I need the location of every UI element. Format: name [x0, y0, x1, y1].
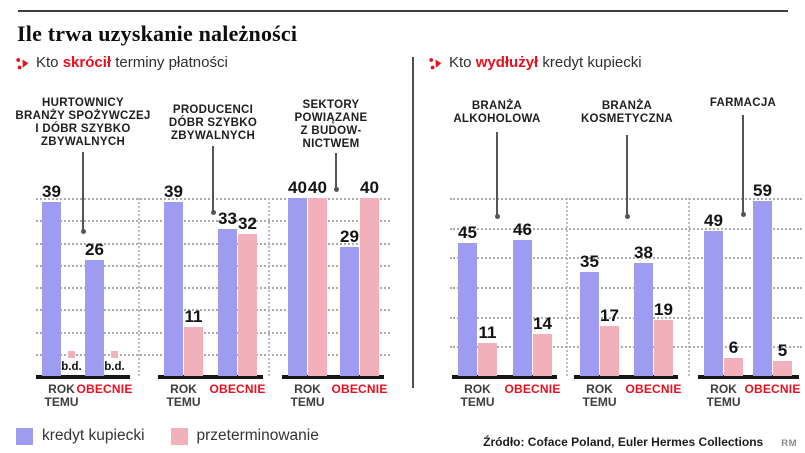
- legend-label: kredyt kupiecki: [42, 427, 145, 444]
- leader-line: [212, 146, 214, 211]
- group-separator: [566, 198, 568, 376]
- bar-kredyt-kupiecki: [458, 243, 477, 377]
- bar-kredyt-kupiecki: [634, 263, 653, 376]
- bar-przeterminowanie: [478, 343, 497, 376]
- category-label-line: BRANŻY SPOŻYWCZEJ: [15, 110, 151, 122]
- value-label: 45: [458, 222, 477, 242]
- subtitle-suffix: terminy płatności: [111, 54, 228, 71]
- category-label-line: ZBYWALNYCH: [40, 136, 126, 148]
- value-label: 38: [634, 243, 653, 263]
- legend-item-przeterminowanie: [171, 427, 319, 445]
- left-panel-subtitle: [16, 54, 228, 71]
- bar-przeterminowanie: [600, 326, 619, 376]
- category-label-line: Z BUDOW-: [300, 125, 362, 137]
- axis-label-line: OBECNIE: [209, 382, 266, 396]
- value-label: 5: [777, 341, 788, 361]
- category-label-line: BRANŻA: [471, 100, 523, 112]
- group-separator: [688, 198, 690, 376]
- value-label: 35: [580, 252, 599, 272]
- list-bullet-icon: [16, 56, 29, 71]
- right-panel-subtitle: [429, 54, 642, 71]
- value-label: 6: [728, 338, 739, 358]
- axis-label-line: ROK: [464, 382, 491, 396]
- value-label: 33: [218, 209, 237, 229]
- axis-label-line: OBECNIE: [504, 382, 561, 396]
- category-label: [251, 99, 411, 151]
- subtitle-highlight: skrócił: [62, 54, 112, 71]
- page-title: Ile trwa uzyskanie należności: [17, 21, 298, 46]
- no-data-marker: [68, 351, 75, 358]
- category-label-line: PRODUCENCI: [172, 104, 254, 116]
- bar-przeterminowanie: [238, 234, 257, 376]
- leader-dot: [741, 212, 746, 217]
- group-separator: [268, 198, 270, 376]
- value-label: 40: [288, 178, 307, 197]
- source-line: [483, 435, 797, 449]
- axis-label-line: ROK: [294, 382, 321, 396]
- axis-label-line: ROK: [586, 382, 613, 396]
- subtitle-prefix: Kto: [36, 54, 63, 71]
- legend: [16, 427, 319, 445]
- gridline: [450, 287, 802, 289]
- leader-dot: [81, 229, 86, 234]
- axis-label-line: TEMU: [460, 394, 495, 409]
- bar-kredyt-kupiecki: [42, 202, 61, 376]
- value-label: 59: [753, 180, 772, 200]
- category-label-line: FARMACJA: [709, 97, 777, 109]
- no-data-label: b.d.: [104, 361, 125, 373]
- category-label-line: ZBYWALNYCH: [170, 130, 256, 142]
- axis-label-line: TEMU: [290, 394, 325, 409]
- leader-line: [82, 152, 84, 230]
- axis-label-line: TEMU: [582, 394, 617, 409]
- value-label: 14: [533, 314, 552, 334]
- legend-swatch-przeterminowanie: [171, 428, 188, 445]
- leader-line: [335, 153, 337, 188]
- legend-item-kredyt-kupiecki: [16, 427, 145, 445]
- bar-kredyt-kupiecki: [340, 247, 359, 376]
- axis-label-line: TEMU: [44, 394, 79, 409]
- value-label: 32: [238, 213, 257, 233]
- category-label-line: DÓBR SZYBKO: [168, 117, 258, 129]
- legend-label: przeterminowanie: [196, 427, 319, 444]
- no-data-label: b.d.: [61, 361, 82, 373]
- category-label-line: SEKTORY: [302, 99, 360, 111]
- bar-przeterminowanie: [724, 358, 743, 376]
- bar-kredyt-kupiecki: [218, 229, 237, 376]
- value-label: 39: [42, 182, 61, 202]
- category-label-line: NICTWEM: [302, 138, 360, 150]
- value-label: 40: [308, 178, 327, 197]
- left-subtitle-text: [36, 54, 228, 71]
- axis-label-line: OBECNIE: [76, 382, 133, 396]
- source-text: Źródło: Coface Poland, Euler Hermes Collections: [483, 435, 764, 449]
- leader-dot: [625, 214, 630, 219]
- axis-label-line: TEMU: [706, 394, 741, 409]
- bar-kredyt-kupiecki: [513, 240, 532, 376]
- gridline: [450, 228, 802, 230]
- subtitle-prefix: Kto: [449, 54, 476, 71]
- value-label: 11: [184, 307, 203, 327]
- value-label: 46: [513, 219, 532, 239]
- bar-przeterminowanie: [654, 320, 673, 376]
- category-label-line: HURTOWNICY: [41, 97, 124, 109]
- category-label-line: BRANŻA: [601, 100, 653, 112]
- value-label: 29: [340, 226, 359, 246]
- category-label-line: POWIĄZANE: [294, 112, 368, 124]
- bar-kredyt-kupiecki: [164, 202, 183, 376]
- axis-label-obecnie: [325, 383, 395, 396]
- value-label: 39: [164, 182, 183, 202]
- axis-label-line: TEMU: [166, 394, 201, 409]
- right-subtitle-text: [449, 54, 642, 71]
- value-label: 17: [600, 305, 619, 325]
- no-data-marker: [111, 351, 118, 358]
- subtitle-suffix: kredyt kupiecki: [538, 54, 642, 71]
- axis-label-obecnie: [203, 383, 273, 396]
- category-label-line: I DÓBR SZYBKO: [35, 123, 131, 135]
- value-label: 40: [360, 178, 379, 197]
- leader-line: [626, 135, 628, 215]
- axis-label-obecnie: [498, 383, 568, 396]
- axis-label-line: ROK: [710, 382, 737, 396]
- axis-label-line: OBECNIE: [744, 382, 801, 396]
- legend-swatch-kredyt-kupiecki: [16, 428, 33, 445]
- bar-przeterminowanie: [773, 361, 792, 376]
- subtitle-highlight: wydłużył: [475, 54, 539, 71]
- panel-divider: [412, 57, 414, 388]
- axis-label-line: OBECNIE: [331, 382, 388, 396]
- axis-label-line: OBECNIE: [625, 382, 682, 396]
- bar-przeterminowanie: [360, 198, 379, 376]
- bar-przeterminowanie: [308, 198, 327, 376]
- category-label: [663, 97, 805, 110]
- group-separator: [138, 198, 140, 376]
- axis-label-obecnie: [619, 383, 689, 396]
- category-label-line: KOSMETYCZNA: [580, 113, 674, 125]
- leader-line: [742, 115, 744, 213]
- top-rule-divider: [18, 10, 788, 12]
- leader-dot: [495, 214, 500, 219]
- value-label: 26: [85, 240, 104, 260]
- bar-przeterminowanie: [533, 334, 552, 376]
- publisher-mark: RM: [781, 438, 797, 449]
- bar-kredyt-kupiecki: [288, 198, 307, 376]
- axis-label-line: ROK: [170, 382, 197, 396]
- list-bullet-icon: [429, 56, 442, 71]
- leader-line: [496, 132, 498, 215]
- axis-label-obecnie: [738, 383, 805, 396]
- value-label: 49: [704, 210, 723, 230]
- axis-label-line: ROK: [48, 382, 75, 396]
- category-label-line: ALKOHOLOWA: [453, 113, 541, 125]
- axis-label-obecnie: [70, 383, 140, 396]
- bar-kredyt-kupiecki: [85, 260, 104, 376]
- value-label: 11: [478, 323, 497, 343]
- bar-przeterminowanie: [184, 327, 203, 376]
- value-label: 19: [654, 299, 673, 319]
